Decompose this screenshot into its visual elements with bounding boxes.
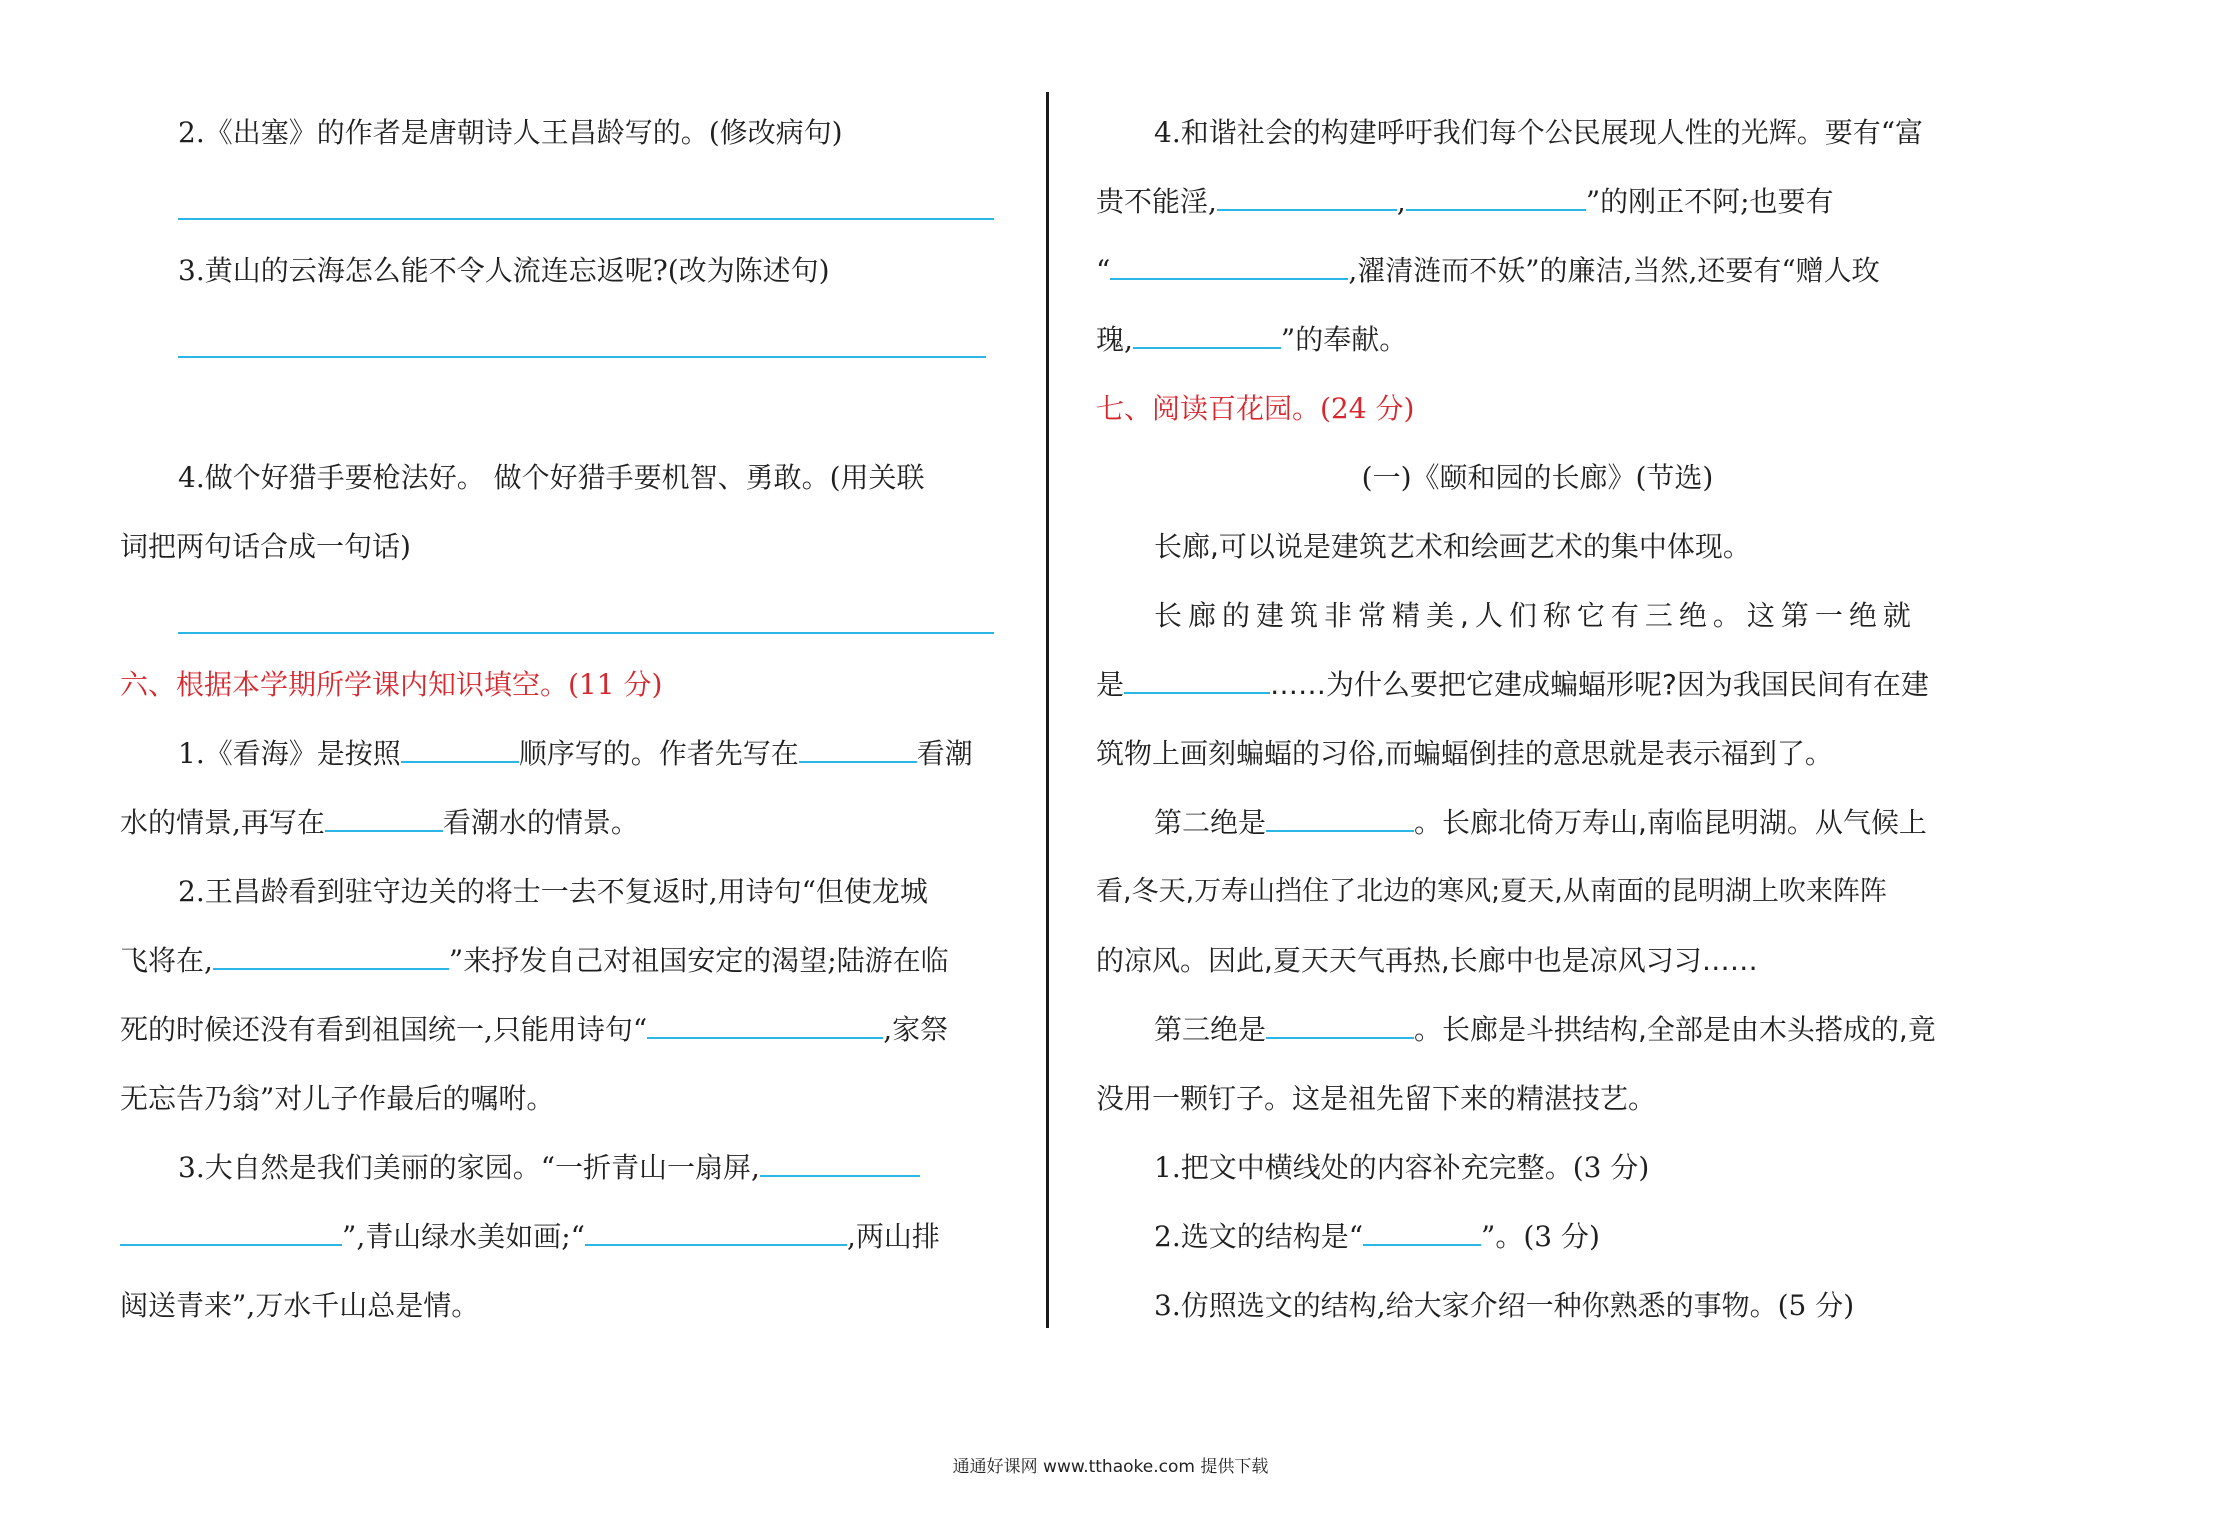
s6-q1-line2: 水的情景,再写在 看潮水的情景。 (120, 806, 639, 839)
fill-blank[interactable] (1110, 258, 1348, 280)
column-divider (1046, 92, 1049, 1328)
fill-blank[interactable] (799, 741, 917, 763)
r-q4-line2: 贵不能淫, , ”的刚正不阿;也要有 (1096, 185, 1834, 218)
fill-blank[interactable] (1133, 327, 1281, 349)
passage-paragraph-3-line2: 看,冬天,万寿山挡住了北边的寒风;夏天,从南面的昆明湖上吹来阵阵 (1096, 876, 1887, 907)
passage-paragraph-3-line1: 第二绝是 。长廊北倚万寿山,南临昆明湖。从气候上 (1154, 806, 1927, 839)
s6-q2-line3: 死的时候还没有看到祖国统一,只能用诗句“ ,家祭 (120, 1013, 949, 1046)
section-6-title: 六、根据本学期所学课内知识填空。(11 分) (120, 668, 663, 701)
reading-question-1: 1.把文中横线处的内容补充完整。(3 分) (1154, 1151, 1650, 1184)
right-column (1096, 98, 1979, 1340)
question-4-line1: 4.做个好猎手要枪法好。 做个好猎手要机智、勇敢。(用关联 (178, 461, 925, 494)
s6-q3-line1: 3.大自然是我们美丽的家园。“一折青山一扇屏, (120, 1133, 996, 1202)
fill-blank[interactable] (1217, 189, 1397, 211)
answer-line[interactable] (120, 167, 996, 236)
s6-q2-line2: 飞将在, ”来抒发自己对祖国安定的渴望;陆游在临 (120, 944, 949, 977)
page-footer: 通通好课网 www.tthaoke.com 提供下载 (952, 1457, 1269, 1477)
s6-q2-line4: 无忘告乃翁”对儿子作最后的嘱咐。 (120, 1082, 555, 1115)
fill-blank[interactable] (1266, 1017, 1414, 1039)
s6-q1-line1: 1.《看海》是按照 顺序写的。作者先写在 看潮 (178, 737, 973, 770)
passage-paragraph-4-line1: 第三绝是 。长廊是斗拱结构,全部是由木头搭成的,竟 (1154, 1013, 1936, 1046)
fill-blank[interactable] (325, 810, 443, 832)
fill-blank[interactable] (120, 1224, 342, 1246)
fill-blank[interactable] (213, 948, 449, 970)
r-q4-line4: 瑰, ”的奉献。 (1096, 323, 1408, 356)
left-column (120, 98, 996, 1340)
passage-title: (一)《颐和园的长廊》(节选) (1361, 461, 1714, 494)
fill-blank[interactable] (1124, 672, 1270, 694)
fill-blank[interactable] (760, 1155, 920, 1177)
answer-line[interactable] (120, 305, 996, 374)
fill-blank[interactable] (1406, 189, 1586, 211)
passage-paragraph-2-line1: 长廊的建筑非常精美,人们称它有三绝。这第一绝就 (1154, 599, 1917, 632)
reading-question-3: 3.仿照选文的结构,给大家介绍一种你熟悉的事物。(5 分) (1154, 1289, 1855, 1322)
passage-paragraph-3-line3: 的凉风。因此,夏天天气再热,长廊中也是凉风习习…… (1096, 944, 1758, 977)
fill-blank[interactable] (401, 741, 519, 763)
fill-blank[interactable] (1363, 1224, 1481, 1246)
passage-paragraph-2-line2: 是 ……为什么要把它建成蝙蝠形呢?因为我国民间有在建 (1096, 668, 1929, 701)
passage-paragraph-2-line3: 筑物上画刻蝙蝠的习俗,而蝙蝠倒挂的意思就是表示福到了。 (1096, 737, 1833, 770)
reading-question-2: 2.选文的结构是“ ”。(3 分) (1154, 1220, 1600, 1253)
s6-q3-line3: 闼送青来”,万水千山总是情。 (120, 1289, 480, 1322)
passage-paragraph-1: 长廊,可以说是建筑艺术和绘画艺术的集中体现。 (1154, 530, 1751, 563)
passage-paragraph-4-line2: 没用一颗钉子。这是祖先留下来的精湛技艺。 (1096, 1082, 1657, 1115)
question-4-line2: 词把两句话合成一句话) (120, 530, 411, 563)
section-7-title: 七、阅读百花园。(24 分) (1096, 392, 1415, 425)
fill-blank[interactable] (585, 1224, 847, 1246)
s6-q2-line1: 2.王昌龄看到驻守边关的将士一去不复返时,用诗句“但使龙城 (178, 875, 928, 908)
r-q4-line3: “ ,濯清涟而不妖”的廉洁,当然,还要有“赠人玫 (1096, 254, 1880, 287)
question-2: 2.《出塞》的作者是唐朝诗人王昌龄写的。(修改病句) (178, 116, 843, 149)
answer-line[interactable] (120, 581, 996, 650)
fill-blank[interactable] (1266, 810, 1414, 832)
fill-blank[interactable] (647, 1017, 883, 1039)
r-q4-line1: 4.和谐社会的构建呼吁我们每个公民展现人性的光辉。要有“富 (1154, 116, 1924, 149)
question-3: 3.黄山的云海怎么能不令人流连忘返呢?(改为陈述句) (178, 254, 830, 287)
s6-q3-line2: ”,青山绿水美如画;“ ,两山排 (120, 1202, 996, 1271)
